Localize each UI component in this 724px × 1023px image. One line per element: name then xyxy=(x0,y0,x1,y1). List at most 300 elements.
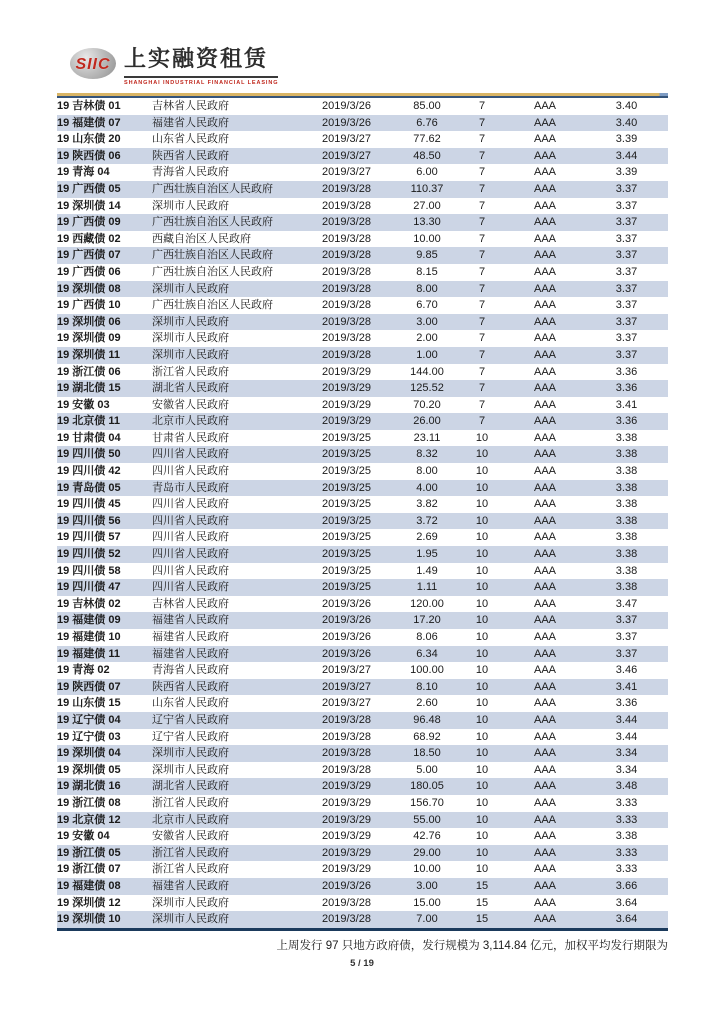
issuer-cell: 湖北省人民政府 xyxy=(152,778,322,795)
rate-cell: 3.33 xyxy=(585,812,668,829)
issue-date-cell: 2019/3/25 xyxy=(322,431,371,444)
issuer-cell: 深圳市人民政府 xyxy=(152,763,229,776)
term-cell: 7 xyxy=(478,398,486,411)
issuer-cell: 吉林省人民政府 xyxy=(152,100,229,112)
term-cell: 7 xyxy=(478,299,486,312)
issue-date-cell: 2019/3/26 xyxy=(322,646,395,663)
rate-cell: 3.41 xyxy=(615,398,638,411)
term-cell: 7 xyxy=(459,413,505,430)
amount-cell: 55.00 xyxy=(395,812,459,829)
issuer-cell: 吉林省人民政府 xyxy=(152,597,229,610)
rating-cell: AAA xyxy=(505,646,585,663)
bond-name-cell: 19 福建债 11 xyxy=(57,646,152,663)
rating-cell: AAA xyxy=(505,281,585,298)
rating-cell: AAA xyxy=(533,531,556,544)
amount-cell: 100.00 xyxy=(410,664,444,677)
table-row xyxy=(57,198,668,215)
table-row xyxy=(57,878,668,895)
term-cell: 7 xyxy=(478,166,486,179)
rating-cell: AAA xyxy=(505,778,585,795)
amount-cell: 23.11 xyxy=(413,431,441,444)
rate-cell: 3.36 xyxy=(615,365,638,378)
term-cell: 7 xyxy=(478,232,486,245)
table-row xyxy=(57,281,668,298)
amount-cell: 5.00 xyxy=(416,763,438,776)
issuer-cell: 四川省人民政府 xyxy=(152,465,229,478)
term-cell: 10 xyxy=(459,679,505,696)
rating-cell: AAA xyxy=(533,631,556,643)
term-cell: 10 xyxy=(475,465,489,478)
amount-cell: 3.00 xyxy=(395,314,459,331)
bond-name-cell: 19 青海 02 xyxy=(57,664,110,677)
rating-cell: AAA xyxy=(505,513,585,530)
bond-name-cell: 19 深圳债 12 xyxy=(57,896,121,909)
term-cell: 10 xyxy=(475,796,489,809)
issuer-cell: 北京市人民政府 xyxy=(152,812,322,829)
table-row xyxy=(57,446,668,463)
term-cell: 7 xyxy=(459,148,505,165)
term-cell: 10 xyxy=(475,763,489,776)
rating-cell: AAA xyxy=(533,796,556,809)
rating-cell: AAA xyxy=(505,347,585,364)
rate-cell: 3.37 xyxy=(615,265,638,278)
amount-cell: 156.70 xyxy=(410,796,444,809)
rating-cell: AAA xyxy=(533,730,556,743)
issuer-cell: 四川省人民政府 xyxy=(152,546,322,563)
bond-name-cell: 19 山东债 15 xyxy=(57,697,121,710)
issue-date-cell: 2019/3/25 xyxy=(322,546,395,563)
rate-cell: 3.37 xyxy=(585,247,668,264)
amount-cell: 8.00 xyxy=(416,465,438,478)
bond-name-cell: 19 辽宁债 03 xyxy=(57,730,121,743)
amount-cell: 27.00 xyxy=(413,199,441,212)
bond-name-cell: 19 浙江债 07 xyxy=(57,863,121,876)
issue-date-cell: 2019/3/28 xyxy=(322,332,371,345)
rating-cell: AAA xyxy=(533,664,556,677)
term-cell: 7 xyxy=(459,181,505,198)
issue-date-cell: 2019/3/25 xyxy=(322,531,371,544)
issue-date-cell: 2019/3/29 xyxy=(322,863,371,876)
issuer-cell: 浙江省人民政府 xyxy=(152,796,229,809)
issue-date-cell: 2019/3/26 xyxy=(322,115,395,132)
term-cell: 10 xyxy=(475,431,489,444)
amount-cell: 180.05 xyxy=(395,778,459,795)
table-row xyxy=(57,214,668,231)
rate-cell: 3.34 xyxy=(585,745,668,762)
rating-cell: AAA xyxy=(505,679,585,696)
table-row xyxy=(57,231,668,248)
table-row xyxy=(57,164,668,181)
issue-date-cell: 2019/3/29 xyxy=(322,398,371,411)
table-row xyxy=(57,314,668,331)
amount-cell: 3.72 xyxy=(395,513,459,530)
rating-cell: AAA xyxy=(533,597,556,610)
issue-date-cell: 2019/3/28 xyxy=(322,265,371,278)
rating-cell: AAA xyxy=(505,214,585,231)
table-row xyxy=(57,413,668,430)
table-row xyxy=(57,778,668,795)
rating-cell: AAA xyxy=(505,745,585,762)
table-row xyxy=(57,845,668,862)
table-row xyxy=(57,247,668,264)
issuer-cell: 四川省人民政府 xyxy=(152,513,322,530)
rate-cell: 3.38 xyxy=(585,579,668,596)
bond-name-cell: 19 西藏债 02 xyxy=(57,232,121,245)
term-cell: 15 xyxy=(459,878,505,895)
table-row xyxy=(57,646,668,663)
amount-cell: 6.34 xyxy=(395,646,459,663)
issuer-cell: 深圳市人民政府 xyxy=(152,911,322,928)
rating-cell: AAA xyxy=(505,380,585,397)
bond-name-cell: 19 四川债 57 xyxy=(57,531,121,544)
issuer-cell: 北京市人民政府 xyxy=(152,413,322,430)
term-cell: 7 xyxy=(478,100,486,112)
amount-cell: 1.00 xyxy=(395,347,459,364)
issue-date-cell: 2019/3/25 xyxy=(322,480,395,497)
rating-cell: AAA xyxy=(533,431,556,444)
issue-date-cell: 2019/3/26 xyxy=(322,100,371,112)
issuer-cell: 四川省人民政府 xyxy=(152,531,229,544)
bond-name-cell: 19 深圳债 10 xyxy=(57,911,152,928)
bond-name-cell: 19 四川债 50 xyxy=(57,446,152,463)
issuer-cell: 广西壮族自治区人民政府 xyxy=(152,181,322,198)
amount-cell: 6.70 xyxy=(416,299,438,312)
table-row xyxy=(57,364,668,381)
table-row xyxy=(57,612,668,629)
issue-date-cell: 2019/3/29 xyxy=(322,796,371,809)
issuer-cell: 陕西省人民政府 xyxy=(152,679,322,696)
issue-date-cell: 2019/3/29 xyxy=(322,413,395,430)
rate-cell: 3.37 xyxy=(585,214,668,231)
rating-cell: AAA xyxy=(505,878,585,895)
amount-cell: 8.00 xyxy=(395,281,459,298)
table-row xyxy=(57,662,668,679)
issue-date-cell: 2019/3/29 xyxy=(322,365,371,378)
amount-cell: 7.00 xyxy=(395,911,459,928)
table-row xyxy=(57,795,668,812)
rate-cell: 3.33 xyxy=(615,863,638,876)
bond-name-cell: 19 浙江债 08 xyxy=(57,796,121,809)
issue-date-cell: 2019/3/25 xyxy=(322,498,371,511)
amount-cell: 9.85 xyxy=(395,247,459,264)
issuer-cell: 浙江省人民政府 xyxy=(152,365,229,378)
bond-name-cell: 19 深圳债 11 xyxy=(57,347,152,364)
term-cell: 7 xyxy=(459,380,505,397)
rate-cell: 3.38 xyxy=(615,498,638,511)
rating-cell: AAA xyxy=(533,863,556,876)
rate-cell: 3.38 xyxy=(615,465,638,478)
amount-cell: 8.10 xyxy=(395,679,459,696)
rate-cell: 3.37 xyxy=(615,332,638,345)
summary-text: 上周发行 97 只地方政府债，发行规模为 3,114.84 亿元，加权平均发行期限为 xyxy=(276,940,668,952)
bond-name-cell: 19 浙江债 05 xyxy=(57,845,152,862)
bond-name-cell: 19 青岛债 05 xyxy=(57,480,152,497)
term-cell: 10 xyxy=(459,745,505,762)
issuer-cell: 广西壮族自治区人民政府 xyxy=(152,265,273,278)
issue-date-cell: 2019/3/29 xyxy=(322,845,395,862)
rating-cell: AAA xyxy=(533,830,556,843)
bond-name-cell: 19 吉林债 02 xyxy=(57,597,121,610)
amount-cell: 2.00 xyxy=(416,332,438,345)
bond-name-cell: 19 陕西债 07 xyxy=(57,679,152,696)
term-cell: 10 xyxy=(459,845,505,862)
bond-name-cell: 19 深圳债 06 xyxy=(57,314,152,331)
term-cell: 10 xyxy=(475,730,489,743)
issuer-cell: 深圳市人民政府 xyxy=(152,347,322,364)
amount-cell: 8.06 xyxy=(416,631,438,643)
table-row xyxy=(57,563,668,580)
table-row xyxy=(57,513,668,530)
issuer-cell: 山东省人民政府 xyxy=(152,133,229,146)
issue-date-cell: 2019/3/28 xyxy=(322,712,395,729)
issuer-cell: 辽宁省人民政府 xyxy=(152,712,322,729)
amount-cell: 8.32 xyxy=(395,446,459,463)
bond-name-cell: 19 福建债 07 xyxy=(57,115,152,132)
table-row xyxy=(57,181,668,198)
amount-cell: 110.37 xyxy=(395,181,459,198)
table-row xyxy=(57,861,668,878)
rate-cell: 3.36 xyxy=(585,413,668,430)
table-row xyxy=(57,712,668,729)
issue-date-cell: 2019/3/28 xyxy=(322,232,371,245)
term-cell: 10 xyxy=(475,597,489,610)
rating-cell: AAA xyxy=(533,498,556,511)
amount-cell: 70.20 xyxy=(413,398,441,411)
issuer-cell: 西藏自治区人民政府 xyxy=(152,232,251,245)
issuer-cell: 福建省人民政府 xyxy=(152,612,322,629)
table-bottom-navy-border xyxy=(57,928,668,931)
amount-cell: 48.50 xyxy=(395,148,459,165)
amount-cell: 1.95 xyxy=(395,546,459,563)
bond-name-cell: 19 深圳债 08 xyxy=(57,281,152,298)
issuer-cell: 安徽省人民政府 xyxy=(152,398,229,411)
issuer-cell: 青海省人民政府 xyxy=(152,166,229,179)
table-row xyxy=(57,596,668,613)
term-cell: 10 xyxy=(459,579,505,596)
rating-cell: AAA xyxy=(505,712,585,729)
rate-cell: 3.40 xyxy=(615,100,638,112)
issuer-cell: 广西壮族自治区人民政府 xyxy=(152,247,322,264)
rating-cell: AAA xyxy=(533,199,556,212)
issuer-cell: 陕西省人民政府 xyxy=(152,148,322,165)
bond-name-cell: 19 深圳债 14 xyxy=(57,199,121,212)
term-cell: 10 xyxy=(459,712,505,729)
bond-name-cell: 19 四川债 45 xyxy=(57,498,121,511)
amount-cell: 42.76 xyxy=(413,830,441,843)
term-cell: 7 xyxy=(459,247,505,264)
rate-cell: 3.37 xyxy=(615,199,638,212)
amount-cell: 6.76 xyxy=(395,115,459,132)
amount-cell: 15.00 xyxy=(413,896,441,909)
table-row xyxy=(57,579,668,596)
issuer-cell: 深圳市人民政府 xyxy=(152,314,322,331)
table-row xyxy=(57,529,668,546)
rate-cell: 3.44 xyxy=(615,730,638,743)
amount-cell: 125.52 xyxy=(395,380,459,397)
rating-cell: AAA xyxy=(533,265,556,278)
rate-cell: 3.48 xyxy=(585,778,668,795)
rate-cell: 3.66 xyxy=(585,878,668,895)
rate-cell: 3.38 xyxy=(585,480,668,497)
term-cell: 10 xyxy=(459,778,505,795)
bond-name-cell: 19 安徽 04 xyxy=(57,830,110,843)
logo-company-name-cn: 上实融资租赁 xyxy=(124,42,278,78)
issue-date-cell: 2019/3/28 xyxy=(322,314,395,331)
issuer-cell: 深圳市人民政府 xyxy=(152,745,322,762)
rate-cell: 3.44 xyxy=(585,712,668,729)
issue-date-cell: 2019/3/28 xyxy=(322,299,371,312)
bond-name-cell: 19 广西债 09 xyxy=(57,214,152,231)
issue-date-cell: 2019/3/28 xyxy=(322,911,395,928)
issue-date-cell: 2019/3/28 xyxy=(322,347,395,364)
issue-date-cell: 2019/3/28 xyxy=(322,745,395,762)
issue-date-cell: 2019/3/25 xyxy=(322,579,395,596)
rate-cell: 3.37 xyxy=(585,612,668,629)
rate-cell: 3.38 xyxy=(585,546,668,563)
rating-cell: AAA xyxy=(533,133,556,146)
bond-name-cell: 19 四川债 47 xyxy=(57,579,152,596)
rating-cell: AAA xyxy=(505,579,585,596)
bond-name-cell: 19 四川债 58 xyxy=(57,564,121,577)
term-cell: 10 xyxy=(475,498,489,511)
term-cell: 10 xyxy=(475,631,489,643)
issue-date-cell: 2019/3/28 xyxy=(322,763,371,776)
bond-name-cell: 19 四川债 52 xyxy=(57,546,152,563)
amount-cell: 144.00 xyxy=(410,365,444,378)
bond-name-cell: 19 山东债 20 xyxy=(57,133,121,146)
bond-table xyxy=(57,98,668,928)
bond-name-cell: 19 广西债 05 xyxy=(57,181,152,198)
amount-cell: 29.00 xyxy=(395,845,459,862)
term-cell: 10 xyxy=(459,546,505,563)
rate-cell: 3.33 xyxy=(585,845,668,862)
table-row xyxy=(57,330,668,347)
bond-name-cell: 19 安徽 03 xyxy=(57,398,110,411)
amount-cell: 77.62 xyxy=(413,133,441,146)
term-cell: 7 xyxy=(478,265,486,278)
rate-cell: 3.41 xyxy=(585,679,668,696)
bond-name-cell: 19 浙江债 06 xyxy=(57,365,121,378)
issuer-cell: 浙江省人民政府 xyxy=(152,845,322,862)
term-cell: 10 xyxy=(459,812,505,829)
term-cell: 10 xyxy=(475,697,489,710)
page-number: 5 / 19 xyxy=(350,958,374,969)
issue-date-cell: 2019/3/28 xyxy=(322,181,395,198)
rating-cell: AAA xyxy=(533,332,556,345)
issuer-cell: 深圳市人民政府 xyxy=(152,332,229,345)
rate-cell: 3.39 xyxy=(615,166,638,179)
bond-name-cell: 19 辽宁债 04 xyxy=(57,712,152,729)
rate-cell: 3.38 xyxy=(615,431,638,444)
issue-date-cell: 2019/3/25 xyxy=(322,513,395,530)
amount-cell: 3.00 xyxy=(395,878,459,895)
rate-cell: 3.40 xyxy=(585,115,668,132)
rate-cell: 3.37 xyxy=(585,646,668,663)
table-row xyxy=(57,380,668,397)
term-cell: 7 xyxy=(459,347,505,364)
term-cell: 10 xyxy=(459,480,505,497)
amount-cell: 18.50 xyxy=(395,745,459,762)
issue-date-cell: 2019/3/28 xyxy=(322,281,395,298)
rating-cell: AAA xyxy=(505,480,585,497)
issuer-cell: 青海省人民政府 xyxy=(152,664,229,677)
rating-cell: AAA xyxy=(505,612,585,629)
table-row xyxy=(57,496,668,513)
term-cell: 10 xyxy=(475,664,489,677)
bond-name-cell: 19 广西债 07 xyxy=(57,247,152,264)
issue-date-cell: 2019/3/27 xyxy=(322,166,371,179)
issuer-cell: 福建省人民政府 xyxy=(152,646,322,663)
rate-cell: 3.38 xyxy=(615,830,638,843)
rating-cell: AAA xyxy=(505,546,585,563)
rate-cell: 3.37 xyxy=(585,347,668,364)
term-cell: 15 xyxy=(475,896,489,909)
issuer-cell: 山东省人民政府 xyxy=(152,697,229,710)
term-cell: 7 xyxy=(478,199,486,212)
table-row xyxy=(57,347,668,364)
amount-cell: 6.00 xyxy=(416,166,438,179)
issue-date-cell: 2019/3/27 xyxy=(322,133,371,146)
table-row xyxy=(57,430,668,447)
term-cell: 7 xyxy=(459,214,505,231)
amount-cell: 4.00 xyxy=(395,480,459,497)
term-cell: 7 xyxy=(478,332,486,345)
bond-name-cell: 19 福建债 10 xyxy=(57,631,121,643)
bond-name-cell: 19 湖北债 15 xyxy=(57,380,152,397)
amount-cell: 8.15 xyxy=(416,265,438,278)
rate-cell: 3.37 xyxy=(585,181,668,198)
issuer-cell: 福建省人民政府 xyxy=(152,878,322,895)
rating-cell: AAA xyxy=(505,911,585,928)
term-cell: 10 xyxy=(475,564,489,577)
rating-cell: AAA xyxy=(533,299,556,312)
rating-cell: AAA xyxy=(505,413,585,430)
rating-cell: AAA xyxy=(505,314,585,331)
table-row xyxy=(57,98,668,115)
issuer-cell: 四川省人民政府 xyxy=(152,564,229,577)
term-cell: 10 xyxy=(475,830,489,843)
term-cell: 7 xyxy=(478,365,486,378)
issue-date-cell: 2019/3/25 xyxy=(322,465,371,478)
issuer-cell: 福建省人民政府 xyxy=(152,631,229,643)
rate-cell: 3.38 xyxy=(615,531,638,544)
table-row xyxy=(57,911,668,928)
bond-table-section xyxy=(57,93,668,931)
rate-cell: 3.38 xyxy=(615,564,638,577)
bond-name-cell: 19 北京债 12 xyxy=(57,812,152,829)
table-row xyxy=(57,729,668,746)
issuer-cell: 四川省人民政府 xyxy=(152,446,322,463)
term-cell: 15 xyxy=(459,911,505,928)
amount-cell: 120.00 xyxy=(410,597,444,610)
bond-name-cell: 19 四川债 42 xyxy=(57,465,121,478)
issue-date-cell: 2019/3/27 xyxy=(322,679,395,696)
issuer-cell: 甘肃省人民政府 xyxy=(152,431,229,444)
bond-name-cell: 19 深圳债 09 xyxy=(57,332,121,345)
issue-date-cell: 2019/3/29 xyxy=(322,812,395,829)
rating-cell: AAA xyxy=(533,100,556,112)
issue-date-cell: 2019/3/28 xyxy=(322,199,371,212)
bond-name-cell: 19 深圳债 05 xyxy=(57,763,121,776)
amount-cell: 2.69 xyxy=(416,531,438,544)
issuer-cell: 青岛市人民政府 xyxy=(152,480,322,497)
term-cell: 7 xyxy=(459,115,505,132)
table-row xyxy=(57,895,668,912)
rate-cell: 3.39 xyxy=(615,133,638,146)
term-cell: 10 xyxy=(459,513,505,530)
rating-cell: AAA xyxy=(505,115,585,132)
bond-name-cell: 19 吉林债 01 xyxy=(57,100,121,112)
